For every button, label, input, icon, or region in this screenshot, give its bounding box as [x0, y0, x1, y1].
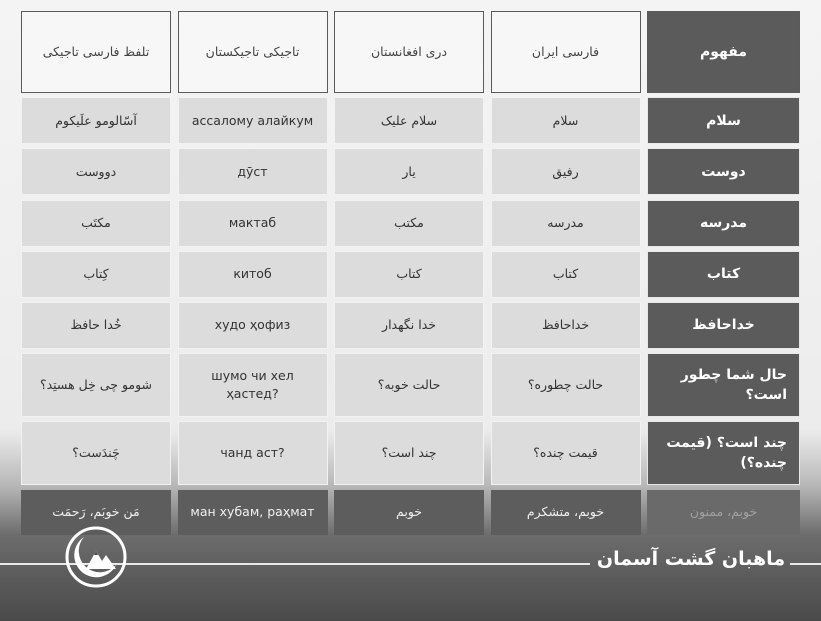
cell-iran: رفیق	[491, 148, 641, 195]
cell-concept: حال شما چطور است؟	[647, 353, 800, 417]
cell-iran: مدرسه	[491, 200, 641, 247]
footer-divider-end	[790, 563, 821, 565]
cell-iran: قیمت چنده؟	[491, 421, 641, 485]
cell-tajik: дӯст	[178, 148, 328, 195]
cell-tajik: худо ҳофиз	[178, 302, 328, 349]
cell-concept: کتاب	[647, 251, 800, 298]
cell-concept: دوست	[647, 148, 800, 195]
cell-afghan: کتاب	[334, 251, 484, 298]
cell-afghan: خوبم	[334, 490, 484, 535]
header-tajik-pronunciation: تلفظ فارسی تاجیکی	[21, 11, 171, 93]
cell-tajik: мактаб	[178, 200, 328, 247]
cell-concept: خوبم، ممنون	[647, 490, 800, 535]
cell-tajik: чанд аст?	[178, 421, 328, 485]
cell-iran: حالت چطوره؟	[491, 353, 641, 417]
cell-afghan: چند است؟	[334, 421, 484, 485]
cell-iran: خداحافظ	[491, 302, 641, 349]
cell-tajik: шумо чи хел ҳастед?	[178, 353, 328, 417]
cell-iran: خوبم، متشکرم	[491, 490, 641, 535]
cell-pron: دووست	[21, 148, 171, 195]
cell-concept: مدرسه	[647, 200, 800, 247]
cell-pron: کِتاب	[21, 251, 171, 298]
cell-iran: سلام	[491, 97, 641, 144]
header-afghanistan: دری افغانستان	[334, 11, 484, 93]
header-tajikistan: تاجیکی تاجیکستان	[178, 11, 328, 93]
cell-tajik: ассалому алайкум	[178, 97, 328, 144]
header-concept: مفهوم	[647, 11, 800, 93]
cell-pron: شومو چی خِل هستِد؟	[21, 353, 171, 417]
cell-pron: مکتَب	[21, 200, 171, 247]
header-iran: فارسی ایران	[491, 11, 641, 93]
cell-pron: آسّالومو علَیکوم	[21, 97, 171, 144]
cell-afghan: حالت خوبه؟	[334, 353, 484, 417]
cell-afghan: سلام علیک	[334, 97, 484, 144]
cell-iran: کتاب	[491, 251, 641, 298]
cell-pron: چَندَست؟	[21, 421, 171, 485]
cell-pron: مَن خوبَم، رَحمَت	[21, 490, 171, 535]
cell-concept: سلام	[647, 97, 800, 144]
cell-concept: خداحافظ	[647, 302, 800, 349]
moon-mountain-icon	[64, 525, 128, 589]
brand-name: ماهبان گشت آسمان	[596, 548, 786, 570]
cell-concept: چند است؟ (قیمت چنده؟)	[647, 421, 800, 485]
comparison-table	[21, 11, 801, 531]
cell-afghan: مکتب	[334, 200, 484, 247]
cell-tajik: ман хубам, раҳмат	[178, 490, 328, 535]
cell-afghan: خدا نگهدار	[334, 302, 484, 349]
cell-afghan: یار	[334, 148, 484, 195]
cell-tajik: китоб	[178, 251, 328, 298]
cell-pron: خُدا حافظ	[21, 302, 171, 349]
